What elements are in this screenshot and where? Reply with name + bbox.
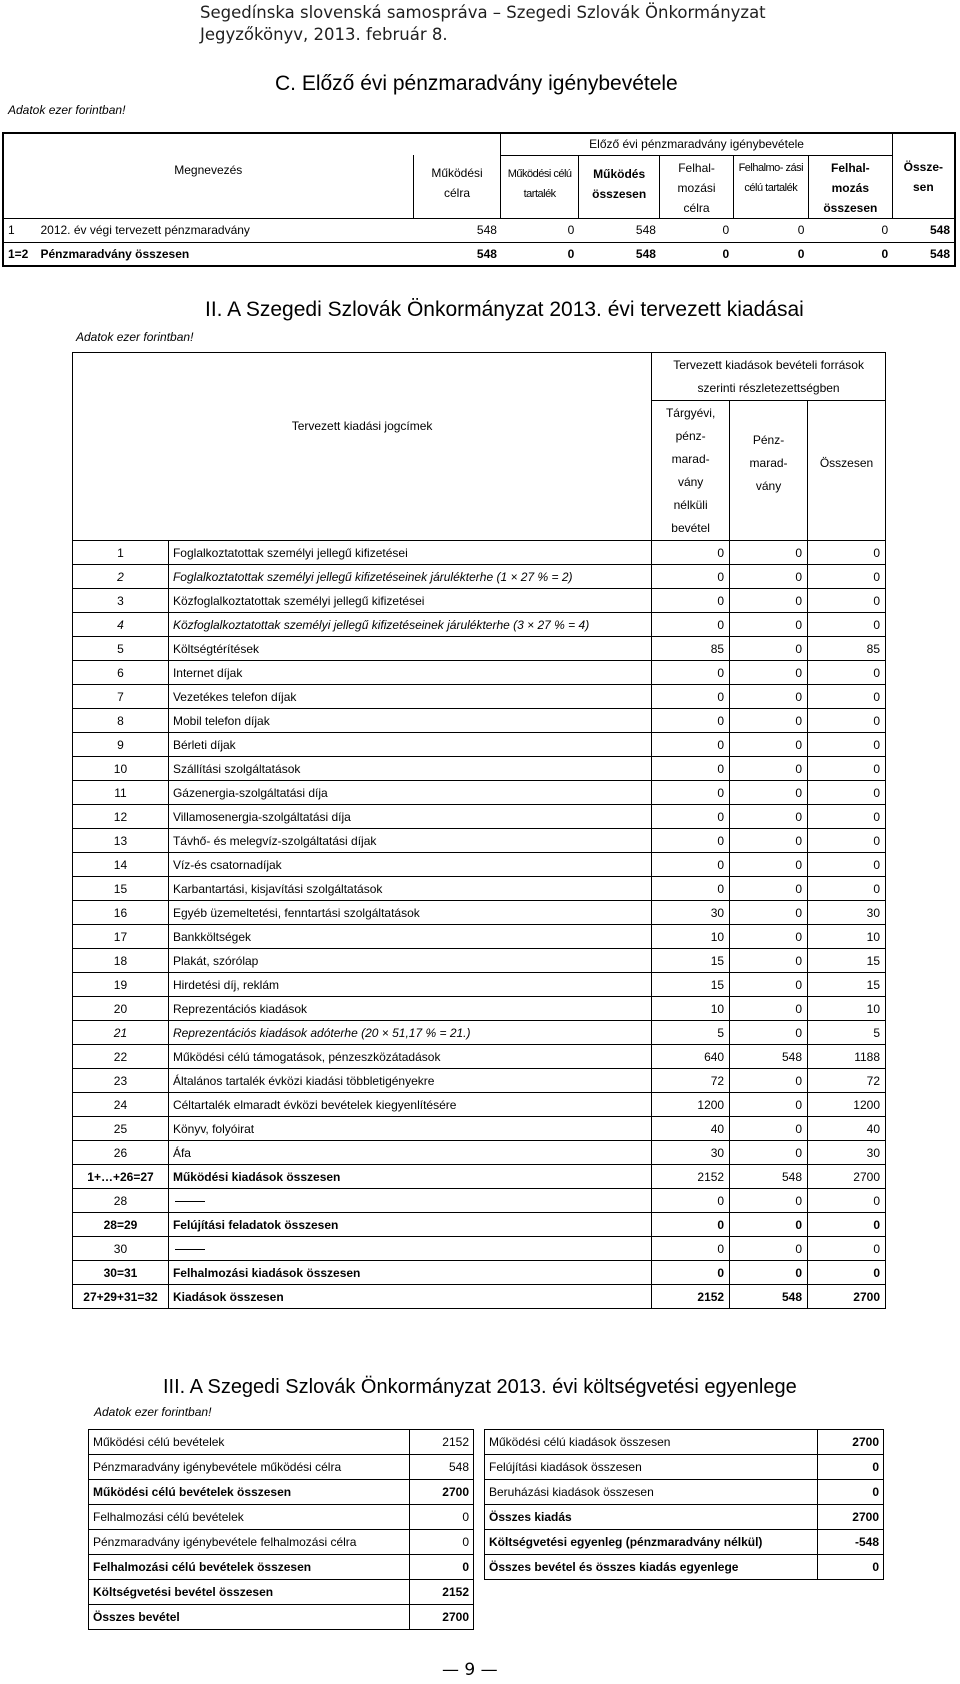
row-label: Felhalmozási célú bevételek (89, 1505, 410, 1530)
section-ii-unit-note: Adatok ezer forintban! (76, 330, 194, 344)
row-label: Összes bevétel és összes kiadás egyenlege (485, 1555, 818, 1580)
cell-value: 1200 (652, 1093, 730, 1117)
table-row (73, 613, 886, 637)
col1-line: bevétel (671, 520, 710, 535)
table-row (73, 733, 886, 757)
cell-value: 640 (652, 1045, 730, 1069)
row-label: Költségvetési egyenleg (pénzmaradvány nélkül) (485, 1530, 818, 1555)
cell-value: 0 (808, 218, 892, 242)
row-label: Egyéb üzemeltetési, fenntartási szolgáltatások (168, 901, 651, 925)
row-index: 23 (73, 1069, 169, 1093)
section-ii-col-3: Összesen (808, 401, 886, 541)
cell-value: 0 (652, 781, 730, 805)
table-row (73, 1141, 886, 1165)
row-index: 21 (73, 1021, 169, 1045)
cell-value: 0 (808, 565, 886, 589)
cell-value: 1188 (808, 1045, 886, 1069)
cell-value: 0 (730, 1237, 808, 1261)
table-row (89, 1530, 474, 1555)
row-label: Víz-és csatornadíjak (168, 853, 651, 877)
cell-value: 548 (892, 218, 955, 242)
section-c-col-6: Felhal- mozás összesen (808, 155, 892, 218)
cell-value: 0 (652, 1237, 730, 1261)
table-row (73, 1285, 886, 1309)
cell-value: 0 (652, 709, 730, 733)
table-row (73, 589, 886, 613)
table-row (73, 997, 886, 1021)
group-header-line-2: szerinti részletezettségben (697, 380, 840, 395)
cell-value: 0 (730, 973, 808, 997)
cell-value: 0 (808, 829, 886, 853)
section-c-col-5: Felhalmo- zási célú tartalék (733, 155, 808, 218)
row-label: Kiadások összesen (168, 1285, 651, 1309)
cell-value: 0 (808, 757, 886, 781)
table-row (89, 1605, 474, 1630)
row-label: Működési kiadások összesen (168, 1165, 651, 1189)
cell-value: 0 (730, 541, 808, 565)
cell-value: 0 (808, 613, 886, 637)
table-row (89, 1455, 474, 1480)
cell-value: 0 (730, 925, 808, 949)
cell-value: 15 (808, 973, 886, 997)
cell-value: 0 (652, 1189, 730, 1213)
table-row (73, 637, 886, 661)
table-row (485, 1480, 884, 1505)
cell-value: 2700 (818, 1505, 884, 1530)
row-label: Összes kiadás (485, 1505, 818, 1530)
cell-value: 548 (413, 218, 501, 242)
cell-value: 0 (652, 685, 730, 709)
section-c-col-3: Működés összesen (578, 155, 660, 218)
section-ii-body (73, 541, 886, 1309)
cell-value: 0 (733, 218, 808, 242)
cell-value: 0 (808, 781, 886, 805)
section-ii-title: II. A Szegedi Szlovák Önkormányzat 2013. évi tervezett kiadásai (205, 298, 804, 321)
cell-value: 5 (652, 1021, 730, 1045)
cell-value: 15 (652, 973, 730, 997)
cell-value: 0 (808, 541, 886, 565)
section-iii-title: III. A Szegedi Szlovák Önkormányzat 2013. évi költségvetési egyenlege (163, 1376, 797, 1398)
cell-value: 2700 (818, 1430, 884, 1455)
cell-value: 0 (652, 1213, 730, 1237)
cell-value: 548 (730, 1165, 808, 1189)
row-label: Összes bevétel (89, 1605, 410, 1630)
col1-line: Tárgyévi, (665, 405, 716, 420)
row-label: Áfa (168, 1141, 651, 1165)
row-label (168, 1189, 651, 1213)
cell-value: 0 (730, 781, 808, 805)
cell-value: 2700 (808, 1165, 886, 1189)
section-iii-unit-note: Adatok ezer forintban! (94, 1405, 212, 1419)
section-c-group-header: Előző évi pénzmaradvány igénybevétele (501, 133, 892, 155)
cell-value: 10 (652, 997, 730, 1021)
row-index: 28=29 (73, 1213, 169, 1237)
table-row (73, 757, 886, 781)
cell-value: 0 (808, 709, 886, 733)
cell-value: 0 (730, 565, 808, 589)
row-index: 30 (73, 1237, 169, 1261)
table-row (73, 781, 886, 805)
table-row (73, 685, 886, 709)
cell-value: 0 (808, 685, 886, 709)
section-iii-expense-table (484, 1429, 884, 1580)
row-label: Működési célú bevételek összesen (89, 1480, 410, 1505)
table-row (73, 1165, 886, 1189)
cell-value: 0 (652, 829, 730, 853)
cell-value: 72 (808, 1069, 886, 1093)
col1-line: pénz- (675, 428, 706, 443)
section-ii-col-1 (652, 401, 730, 541)
section-c-title: C. Előző évi pénzmaradvány igénybevétele (275, 72, 678, 95)
table-row (89, 1555, 474, 1580)
header-line-1: Segedínska slovenská samospráva – Szegedi Szlovák Önkormányzat (200, 3, 766, 22)
table-row (73, 877, 886, 901)
cell-value: 0 (410, 1555, 474, 1580)
col1-line: nélküli (673, 497, 708, 512)
row-index: 8 (73, 709, 169, 733)
row-index: 10 (73, 757, 169, 781)
cell-value: 2152 (652, 1285, 730, 1309)
row-index: 18 (73, 949, 169, 973)
table-row (73, 949, 886, 973)
table-row (485, 1455, 884, 1480)
row-label: Foglalkoztatottak személyi jellegű kifizetései (168, 541, 651, 565)
row-index: 27+29+31=32 (73, 1285, 169, 1309)
cell-value: 0 (808, 1237, 886, 1261)
cell-value: 0 (501, 218, 578, 242)
row-label: Beruházási kiadások összesen (485, 1480, 818, 1505)
table-row (73, 1045, 886, 1069)
cell-value: 30 (652, 1141, 730, 1165)
row-label: Pénzmaradvány igénybevétele működési célra (89, 1455, 410, 1480)
cell-value: 0 (652, 661, 730, 685)
cell-value: 0 (808, 661, 886, 685)
table-row (73, 805, 886, 829)
row-index: 12 (73, 805, 169, 829)
col2-line: Pénz- (752, 433, 785, 447)
cell-value: 0 (818, 1480, 884, 1505)
cell-value: 0 (730, 877, 808, 901)
cell-value: 548 (413, 242, 501, 266)
section-c-col-name: Megnevezés (3, 155, 413, 218)
col1-line: marad- (671, 451, 710, 466)
cell-value: 0 (808, 853, 886, 877)
cell-value: 0 (660, 242, 733, 266)
page-number: — 9 — (442, 1660, 498, 1680)
cell-value: 85 (652, 637, 730, 661)
table-row (73, 925, 886, 949)
row-index: 20 (73, 997, 169, 1021)
table-row (73, 565, 886, 589)
cell-value: 0 (730, 997, 808, 1021)
cell-value: 0 (652, 853, 730, 877)
document-header (200, 2, 767, 46)
table-row (485, 1430, 884, 1455)
cell-value: 548 (578, 242, 660, 266)
section-ii-col-2 (730, 401, 808, 541)
row-label: Működési célú támogatások, pénzeszközátadások (168, 1045, 651, 1069)
cell-value: 548 (892, 242, 955, 266)
cell-value: 40 (808, 1117, 886, 1141)
cell-value: 0 (733, 242, 808, 266)
section-c-col-4: Felhal- mozási célra (660, 155, 733, 218)
cell-value: 2700 (410, 1480, 474, 1505)
row-index: 3 (73, 589, 169, 613)
row-label: Gázenergia-szolgáltatási díja (168, 781, 651, 805)
cell-value: 30 (808, 901, 886, 925)
row-label: Általános tartalék évközi kiadási többletigényekre (168, 1069, 651, 1093)
table-row (73, 541, 886, 565)
section-c-col-2: Működési célú tartalék (501, 155, 578, 218)
row-label: 2012. év végi tervezett pénzmaradvány (36, 218, 413, 242)
cell-value: 0 (730, 709, 808, 733)
row-label: Működési célú kiadások összesen (485, 1430, 818, 1455)
table-row (3, 242, 955, 266)
section-ii-col-name: Tervezett kiadási jogcímek (73, 353, 652, 541)
row-index: 25 (73, 1117, 169, 1141)
cell-value: 0 (808, 589, 886, 613)
table-row (73, 1261, 886, 1285)
row-index: 19 (73, 973, 169, 997)
row-label: Karbantartási, kisjavítási szolgáltatások (168, 877, 651, 901)
cell-value: 0 (818, 1555, 884, 1580)
cell-value: -548 (818, 1530, 884, 1555)
row-label: Költségtérítések (168, 637, 651, 661)
cell-value: 30 (652, 901, 730, 925)
cell-value: 15 (652, 949, 730, 973)
row-index: 1=2 (3, 242, 36, 266)
cell-value: 0 (730, 949, 808, 973)
row-index: 5 (73, 637, 169, 661)
cell-value: 0 (652, 877, 730, 901)
table-row (73, 1189, 886, 1213)
table-row (89, 1580, 474, 1605)
row-label: Közfoglalkoztatottak személyi jellegű kifizetéseinek járulékterhe (3 × 27 % = 4) (168, 613, 651, 637)
table-row (485, 1505, 884, 1530)
row-label: Távhő- és melegvíz-szolgáltatási díjak (168, 829, 651, 853)
row-label: Működési célú bevételek (89, 1430, 410, 1455)
cell-value: 10 (808, 997, 886, 1021)
table-row (73, 1093, 886, 1117)
cell-value: 0 (730, 1069, 808, 1093)
cell-value: 0 (808, 1213, 886, 1237)
cell-value: 548 (730, 1045, 808, 1069)
col2-line: marad- (749, 456, 788, 470)
col2-line: vány (755, 479, 782, 493)
table-row (73, 709, 886, 733)
cell-value: 0 (501, 242, 578, 266)
cell-value: 0 (730, 901, 808, 925)
row-index: 1+…+26=27 (73, 1165, 169, 1189)
row-label: Közfoglalkoztatottak személyi jellegű kifizetései (168, 589, 651, 613)
table-row (89, 1430, 474, 1455)
row-label: Bérleti díjak (168, 733, 651, 757)
cell-value: 0 (730, 589, 808, 613)
cell-value: 0 (808, 805, 886, 829)
cell-value: 2152 (410, 1430, 474, 1455)
cell-value: 548 (578, 218, 660, 242)
cell-value: 0 (652, 565, 730, 589)
row-index: 7 (73, 685, 169, 709)
group-header-line-1: Tervezett kiadások bevételi források (673, 357, 864, 372)
cell-value: 2700 (808, 1285, 886, 1309)
row-label (168, 1237, 651, 1261)
row-index: 22 (73, 1045, 169, 1069)
row-label: Céltartalék elmaradt évközi bevételek kiegyenlítésére (168, 1093, 651, 1117)
table-row (89, 1480, 474, 1505)
cell-value: 2700 (410, 1605, 474, 1630)
row-index: 15 (73, 877, 169, 901)
row-index: 26 (73, 1141, 169, 1165)
row-index: 30=31 (73, 1261, 169, 1285)
cell-value: 0 (808, 1189, 886, 1213)
cell-value: 0 (730, 829, 808, 853)
table-row (73, 973, 886, 997)
row-label: Vezetékes telefon díjak (168, 685, 651, 709)
cell-value: 72 (652, 1069, 730, 1093)
cell-value: 30 (808, 1141, 886, 1165)
cell-value: 0 (730, 1117, 808, 1141)
row-label: Pénzmaradvány összesen (36, 242, 413, 266)
row-label: Felújítási kiadások összesen (485, 1455, 818, 1480)
table-row (73, 829, 886, 853)
cell-value: 0 (652, 541, 730, 565)
col1-line: vány (677, 474, 704, 489)
section-iii-revenue-table (88, 1429, 474, 1630)
row-label: Reprezentációs kiadások adóterhe (20 × 51,17 % = 21.) (168, 1021, 651, 1045)
cell-value: 0 (808, 242, 892, 266)
cell-value: 2152 (410, 1580, 474, 1605)
row-index: 6 (73, 661, 169, 685)
table-row (485, 1530, 884, 1555)
row-label: Foglalkoztatottak személyi jellegű kifizetéseinek járulékterhe (1 × 27 % = 2) (168, 565, 651, 589)
cell-value: 0 (730, 1261, 808, 1285)
row-label: Szállítási szolgáltatások (168, 757, 651, 781)
cell-value: 1200 (808, 1093, 886, 1117)
row-index: 14 (73, 853, 169, 877)
cell-value: 0 (730, 685, 808, 709)
cell-value: 0 (652, 757, 730, 781)
table-row (73, 853, 886, 877)
cell-value: 85 (808, 637, 886, 661)
cell-value: 0 (808, 1261, 886, 1285)
row-label: Villamosenergia-szolgáltatási díja (168, 805, 651, 829)
section-ii-table (72, 352, 886, 1309)
table-row (485, 1555, 884, 1580)
cell-value: 15 (808, 949, 886, 973)
row-index: 1 (73, 541, 169, 565)
row-index: 9 (73, 733, 169, 757)
row-label: Könyv, folyóirat (168, 1117, 651, 1141)
row-label: Internet díjak (168, 661, 651, 685)
cell-value: 0 (730, 613, 808, 637)
row-index: 2 (73, 565, 169, 589)
row-label: Pénzmaradvány igénybevétele felhalmozási célra (89, 1530, 410, 1555)
table-row (73, 1213, 886, 1237)
row-label: Felhalmozási kiadások összesen (168, 1261, 651, 1285)
cell-value: 0 (730, 637, 808, 661)
cell-value: 0 (730, 1189, 808, 1213)
cell-value: 0 (652, 589, 730, 613)
empty-dash (175, 1201, 205, 1202)
table-row (73, 1069, 886, 1093)
section-ii-group-header (652, 353, 886, 401)
row-index: 28 (73, 1189, 169, 1213)
cell-value: 0 (808, 877, 886, 901)
section-c-table (2, 132, 956, 267)
cell-value: 0 (730, 1213, 808, 1237)
row-index: 4 (73, 613, 169, 637)
table-row (73, 1117, 886, 1141)
row-index: 11 (73, 781, 169, 805)
cell-value: 0 (730, 757, 808, 781)
row-index: 16 (73, 901, 169, 925)
cell-value: 40 (652, 1117, 730, 1141)
cell-value: 0 (660, 218, 733, 242)
section-c-col-7: Össze- sen (892, 155, 955, 218)
cell-value: 0 (730, 1093, 808, 1117)
row-index: 13 (73, 829, 169, 853)
row-label: Reprezentációs kiadások (168, 997, 651, 1021)
table-row (73, 1237, 886, 1261)
cell-value: 0 (730, 853, 808, 877)
cell-value: 10 (808, 925, 886, 949)
row-label: Hirdetési díj, reklám (168, 973, 651, 997)
cell-value: 0 (730, 1141, 808, 1165)
cell-value: 0 (730, 805, 808, 829)
section-c-unit-note: Adatok ezer forintban! (8, 103, 126, 117)
cell-value: 0 (652, 613, 730, 637)
table-row (3, 218, 955, 242)
cell-value: 0 (652, 1261, 730, 1285)
row-label: Mobil telefon díjak (168, 709, 651, 733)
section-c-col-1: Működési célra (413, 155, 501, 218)
cell-value: 0 (410, 1530, 474, 1555)
cell-value: 548 (730, 1285, 808, 1309)
row-label: Felhalmozási célú bevételek összesen (89, 1555, 410, 1580)
row-label: Plakát, szórólap (168, 949, 651, 973)
table-row (73, 1021, 886, 1045)
cell-value: 5 (808, 1021, 886, 1045)
row-label: Bankköltségek (168, 925, 651, 949)
cell-value: 548 (410, 1455, 474, 1480)
row-index: 1 (3, 218, 36, 242)
cell-value: 0 (652, 805, 730, 829)
cell-value: 0 (410, 1505, 474, 1530)
row-index: 17 (73, 925, 169, 949)
cell-value: 0 (730, 1021, 808, 1045)
cell-value: 0 (652, 733, 730, 757)
table-row (73, 661, 886, 685)
row-label: Felújítási feladatok összesen (168, 1213, 651, 1237)
row-index: 24 (73, 1093, 169, 1117)
cell-value: 0 (808, 733, 886, 757)
cell-value: 2152 (652, 1165, 730, 1189)
table-row (73, 901, 886, 925)
cell-value: 0 (730, 733, 808, 757)
row-label: Költségvetési bevétel összesen (89, 1580, 410, 1605)
empty-dash (175, 1249, 205, 1250)
cell-value: 0 (818, 1455, 884, 1480)
table-row (89, 1505, 474, 1530)
header-line-2: Jegyzőkönyv, 2013. február 8. (200, 25, 448, 44)
cell-value: 0 (730, 661, 808, 685)
cell-value: 10 (652, 925, 730, 949)
